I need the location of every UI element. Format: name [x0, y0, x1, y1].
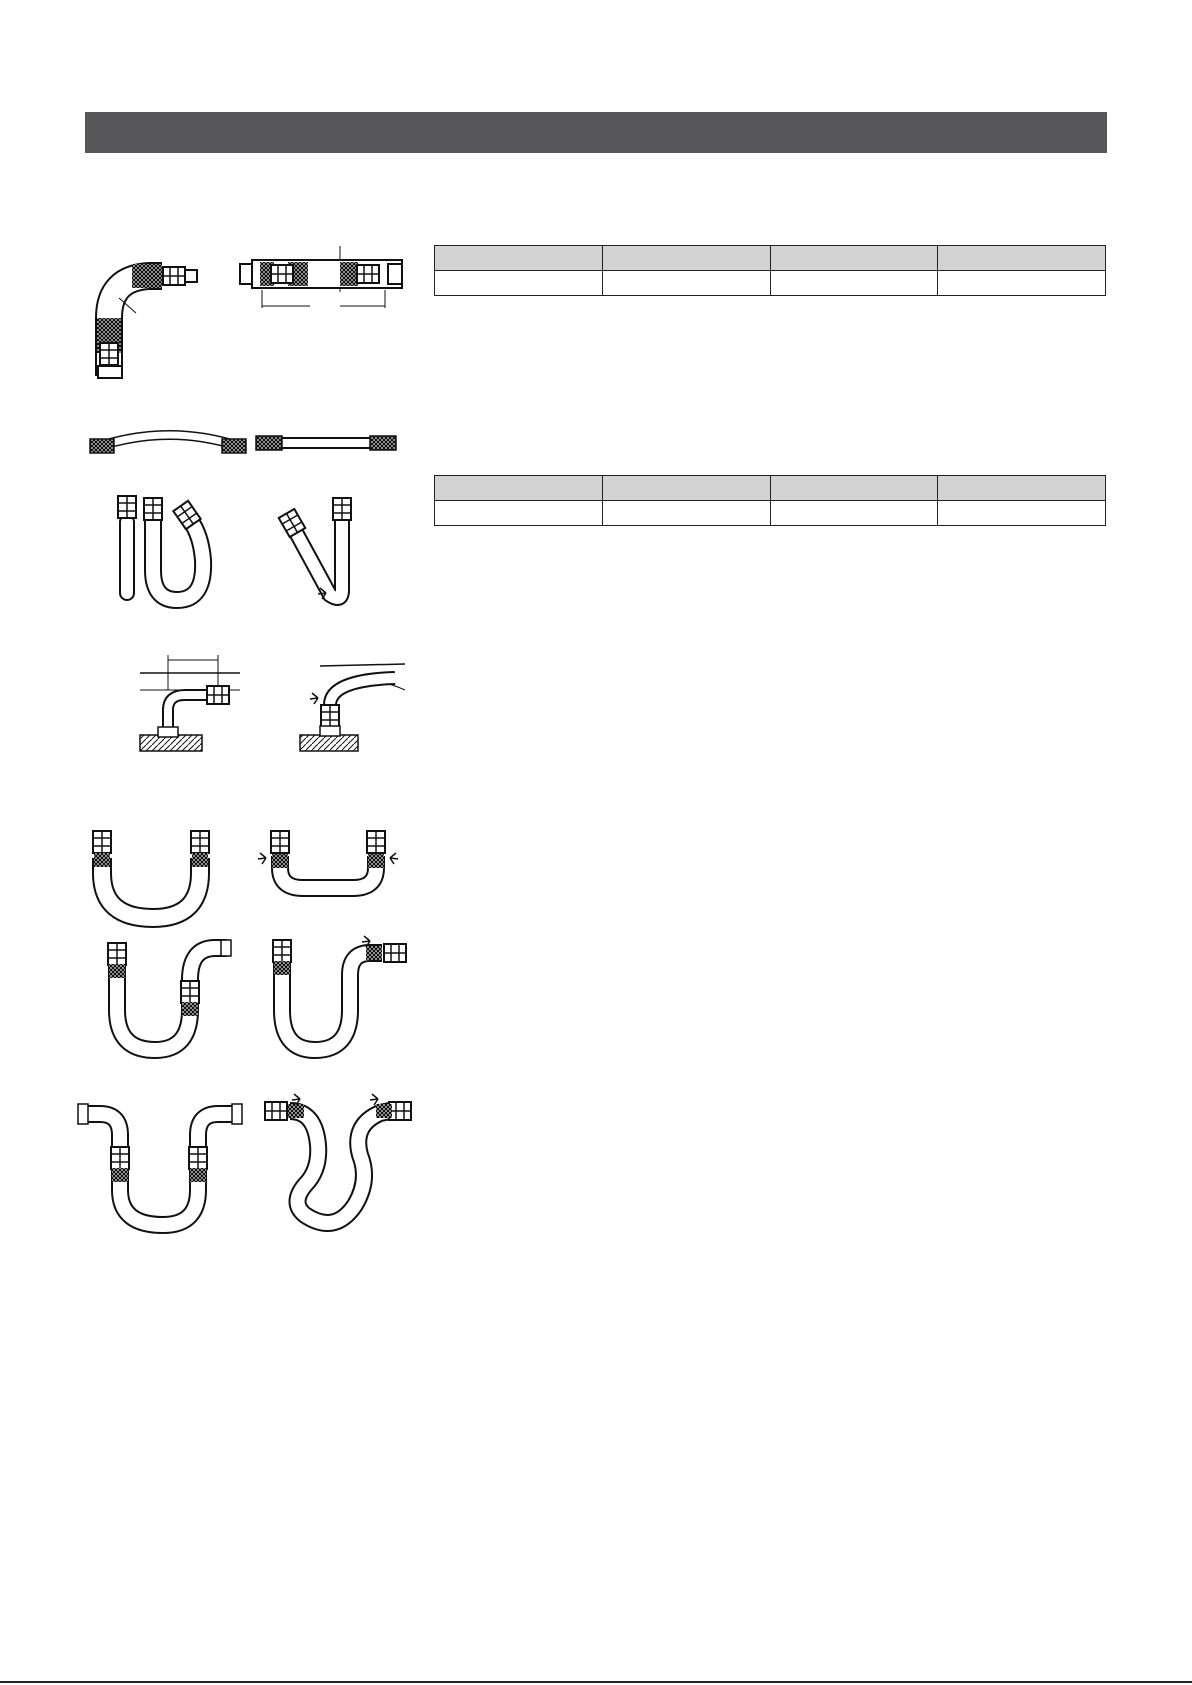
table-header-cell — [435, 476, 603, 501]
table-row — [435, 501, 1106, 526]
page-bottom-rule — [0, 1681, 1192, 1683]
table-header-cell — [770, 246, 938, 271]
table-header-cell — [602, 476, 770, 501]
table-cell — [602, 501, 770, 526]
hose-straight-icon — [256, 428, 396, 458]
hose-u-loop-correct-icon — [88, 828, 218, 923]
hose-s-loop-twisted-incorrect-icon — [260, 1095, 420, 1230]
table-cell — [770, 271, 938, 296]
table-header-cell — [938, 476, 1106, 501]
table-cell — [435, 271, 603, 296]
spec-table-1 — [434, 245, 1106, 296]
table-cell — [938, 271, 1106, 296]
table-header-row — [435, 476, 1106, 501]
spec-table-2 — [434, 475, 1106, 526]
table-cell — [938, 501, 1106, 526]
hose-straight-dimension-icon — [240, 246, 405, 316]
hose-bend-radius-correct-icon — [115, 495, 225, 607]
hose-offset-correct-icon — [140, 655, 250, 755]
hose-offset-strained-incorrect-icon — [300, 660, 410, 755]
hose-wavy-icon — [90, 428, 250, 464]
table-header-cell — [435, 246, 603, 271]
hose-j-loop-strained-incorrect-icon — [270, 935, 415, 1055]
hose-elbow-icon — [84, 258, 204, 383]
hose-kinked-incorrect-icon — [282, 495, 362, 607]
hose-j-loop-correct-icon — [105, 940, 235, 1055]
table-row — [435, 271, 1106, 296]
table-cell — [770, 501, 938, 526]
table-header-cell — [770, 476, 938, 501]
table-cell — [602, 271, 770, 296]
table-header-cell — [602, 246, 770, 271]
section-title — [85, 122, 97, 142]
table-cell — [435, 501, 603, 526]
table-header-row — [435, 246, 1106, 271]
table-header-cell — [938, 246, 1106, 271]
hose-u-loop-tight-incorrect-icon — [258, 828, 398, 898]
hose-double-elbow-loop-correct-icon — [78, 1100, 248, 1230]
section-header-bar — [85, 112, 1107, 153]
